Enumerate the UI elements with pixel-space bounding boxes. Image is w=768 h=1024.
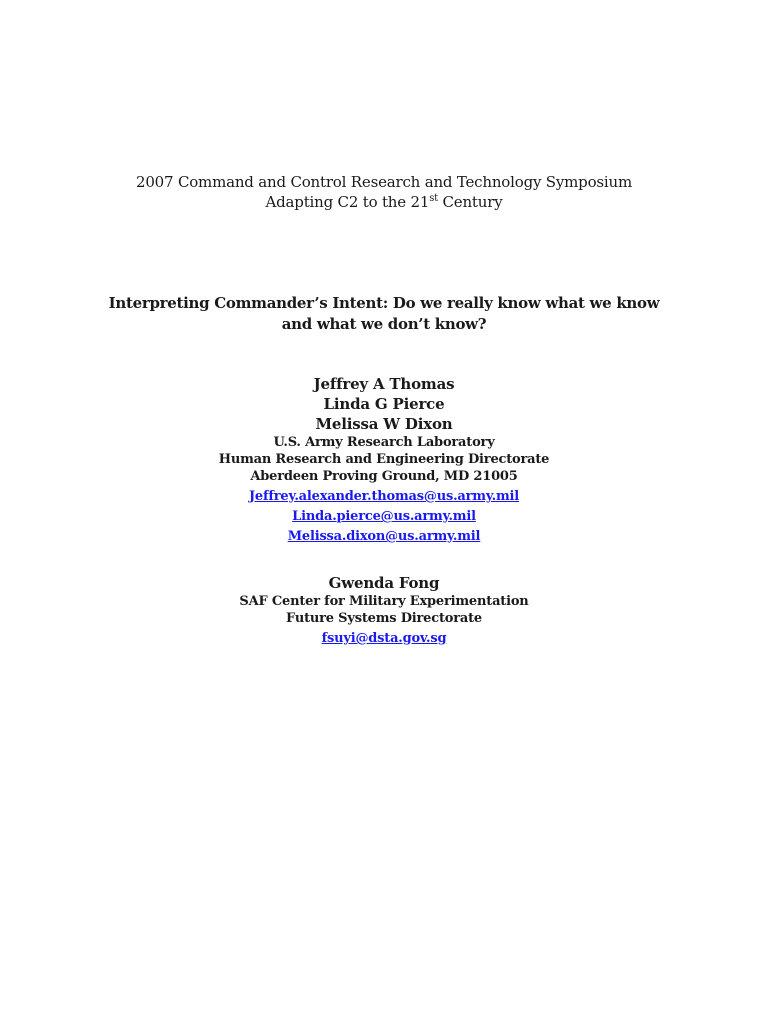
conference-theme-sup: st <box>429 193 438 204</box>
conference-name: 2007 Command and Control Research and Technology Symposium <box>136 173 632 191</box>
author-group-arl <box>0 374 768 545</box>
paper-title <box>0 293 768 335</box>
conference-theme-prefix: Adapting C2 to the 21 <box>265 193 430 211</box>
conference-header <box>0 172 768 212</box>
paper-title-line-1: Interpreting Commander’s Intent: Do we really know what we know <box>108 294 660 312</box>
affiliation-line: U.S. Army Research Laboratory <box>273 435 495 450</box>
author-name: Melissa W Dixon <box>315 415 453 433</box>
affiliation-line: SAF Center for Military Experimentation <box>239 594 529 609</box>
conference-theme-suffix: Century <box>437 193 503 211</box>
email-link[interactable]: fsuyi@dsta.gov.sg <box>321 631 447 646</box>
author-name: Gwenda Fong <box>328 574 440 592</box>
email-link[interactable]: Melissa.dixon@us.army.mil <box>287 529 481 544</box>
conference-theme <box>0 192 768 212</box>
paper-title-line-2: and what we don’t know? <box>281 315 487 333</box>
affiliation-line: Human Research and Engineering Directorate <box>218 452 550 467</box>
affiliation-line: Aberdeen Proving Ground, MD 21005 <box>250 469 518 484</box>
affiliation-line: Future Systems Directorate <box>286 611 482 626</box>
author-name: Linda G Pierce <box>323 395 445 413</box>
author-group-saf <box>0 573 768 647</box>
author-name: Jeffrey A Thomas <box>313 375 455 393</box>
email-link[interactable]: Linda.pierce@us.army.mil <box>292 509 476 524</box>
email-link[interactable]: Jeffrey.alexander.thomas@us.army.mil <box>248 489 520 504</box>
